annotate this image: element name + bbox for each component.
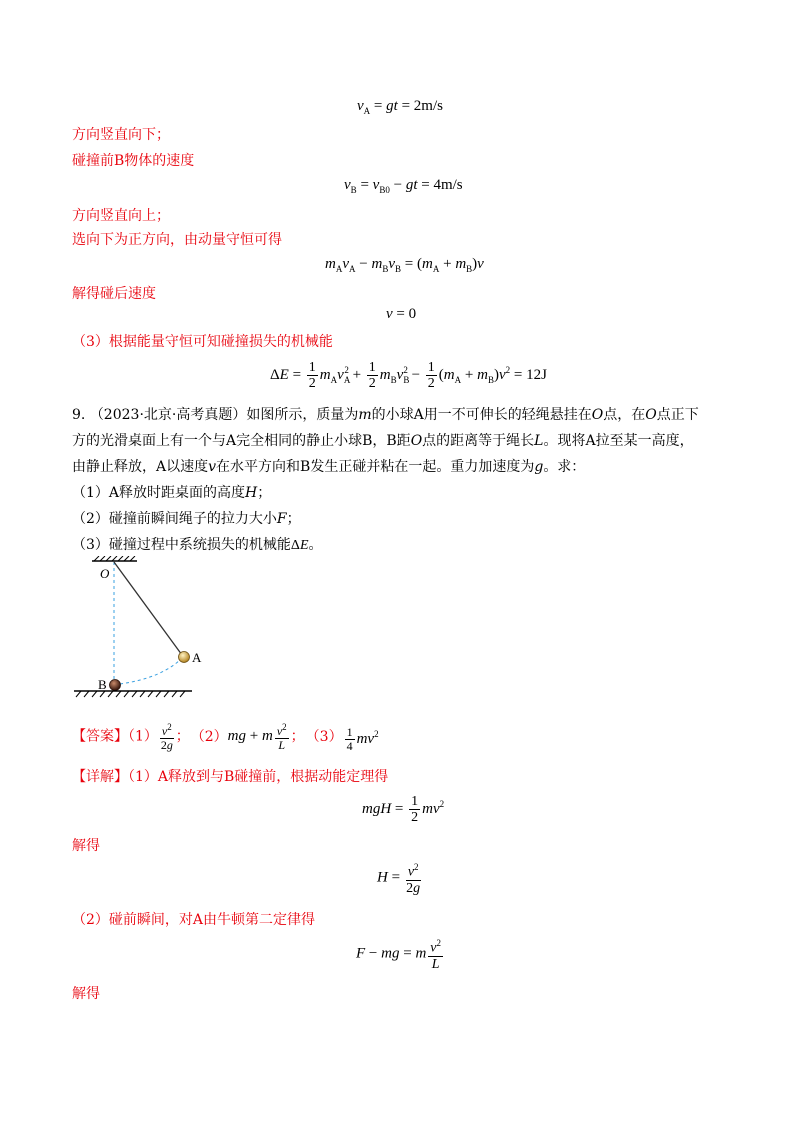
detail-solve-2: 解得 bbox=[72, 986, 100, 1002]
detail-part2: （2）碰前瞬间，对A由牛顿第二定律得 bbox=[72, 912, 316, 928]
momentum-intro: 选向下为正方向，由动量守恒可得 bbox=[72, 232, 282, 248]
question-source: （2023·北京·高考真题） bbox=[89, 407, 247, 423]
detail-solve-1: 解得 bbox=[72, 838, 100, 854]
label-b: B bbox=[98, 677, 107, 692]
equation-va: $v_A$ = gt = 2m/s bbox=[357, 98, 443, 116]
ball-a bbox=[179, 652, 190, 663]
ground-hatch bbox=[76, 691, 185, 697]
label-a: A bbox=[192, 650, 202, 665]
equation-newton: F − mg = m $\frac{v^2}{L}$ bbox=[356, 938, 442, 972]
swing-arc bbox=[120, 658, 182, 684]
equation-vb: $v_B = v_{B0}$ − gt = 4m/s bbox=[344, 177, 463, 195]
detail-line-1: 【详解】（1）A释放到与B碰撞前，根据动能定理得 bbox=[72, 769, 389, 785]
answer-tag: 【答案】 bbox=[72, 728, 128, 745]
ball-b bbox=[110, 680, 121, 691]
question-9-sub-3: （3）碰撞过程中系统损失的机械能ΔE。 bbox=[72, 537, 323, 553]
detail-tag: 【详解】 bbox=[72, 769, 128, 785]
equation-delta-e: ΔE = $\frac{1}{2}$ $m_Av_A^2$ + $\frac{1}{2}$ $m_Bv_B^2$ − $\frac{1}{2}$ $(m_A + m_B)v^2 = 12J$ bbox=[270, 360, 547, 391]
pendulum-string bbox=[114, 562, 182, 655]
question-9-sub-2: （2）碰撞前瞬间绳子的拉力大小F； bbox=[72, 511, 301, 527]
question-9-line-3: 由静止释放，A以速度v在水平方向和B发生正碰并粘在一起。重力加速度为g。求： bbox=[72, 459, 586, 475]
equation-momentum: $m_Av_A - m_Bv_B = (m_A + m_B)v$ bbox=[325, 256, 484, 274]
question-9-line-2: 方的光滑桌面上有一个与A完全相同的静止小球B，B距O点的距离等于绳长L。现将A拉至某一高度， bbox=[72, 433, 694, 449]
equation-v-zero: v = 0 bbox=[386, 306, 417, 322]
equation-h: H = $\frac{v^2}{2g}$ bbox=[377, 862, 421, 896]
question-9-line-1: 9. （2023·北京·高考真题）如图所示，质量为m的小球A用一不可伸长的轻绳悬挂在O点，在O点正下 bbox=[72, 407, 699, 423]
b-speed-intro: 碰撞前B物体的速度 bbox=[72, 153, 195, 169]
direction-up-text: 方向竖直向上； bbox=[72, 208, 170, 224]
label-o: O bbox=[100, 566, 110, 581]
question-9-sub-1: （1）A释放时距桌面的高度H； bbox=[72, 485, 272, 501]
part3-intro: （3）根据能量守恒可知碰撞损失的机械能 bbox=[72, 334, 333, 350]
direction-down-text: 方向竖直向下； bbox=[72, 127, 170, 143]
question-number: 9. bbox=[72, 407, 86, 423]
answer-line: 【答案】（1） $\frac{v^2}{2g}$ ； （2）mg + m $\frac{v^2}{L}$ ； （3） $\frac{1}{4}$ $mv^2$ bbox=[72, 722, 379, 754]
after-collision-intro: 解得碰后速度 bbox=[72, 286, 156, 302]
pendulum-diagram bbox=[72, 556, 222, 698]
equation-energy: mgH = $\frac{1}{2}$ $mv^2$ bbox=[362, 794, 445, 825]
